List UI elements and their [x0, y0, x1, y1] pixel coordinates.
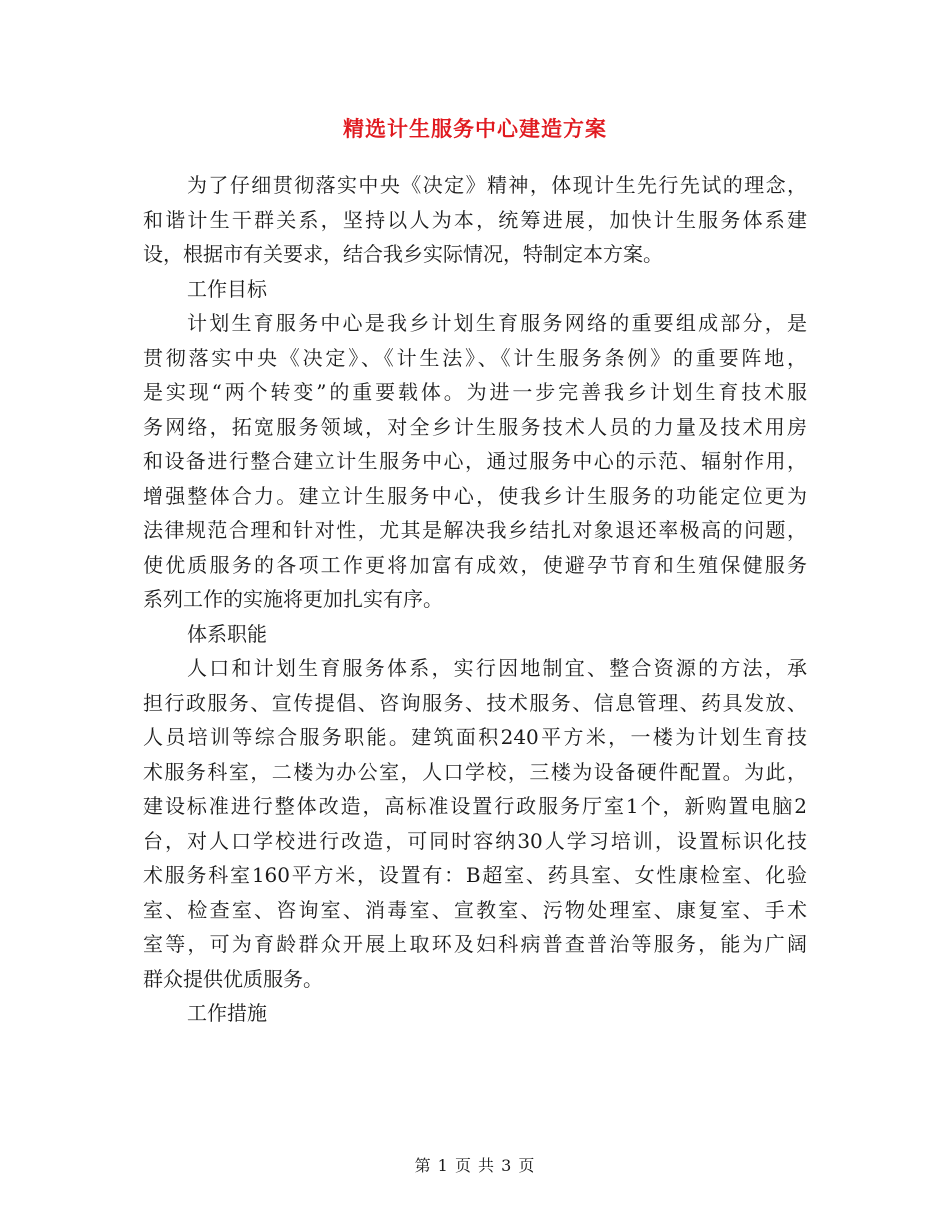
document-title: 精选计生服务中心建造方案 — [343, 116, 607, 141]
paragraph-3-line: 室等，可为育龄群众开展上取环及妇科病普查普治等服务，能为广阔 — [143, 932, 807, 956]
section-heading-system-function: 体系职能 — [187, 621, 267, 646]
paragraph-2-line: 增强整体合力。建立计生服务中心，使我乡计生服务的功能定位更为 — [143, 483, 807, 508]
paragraph-2-line: 务网络，拓宽服务领域，对全乡计生服务技术人员的力量及技术用房 — [143, 414, 807, 439]
paragraph-3-line: 台，对人口学校进行改造，可同时容纳30人学习培训，设置标识化技 — [143, 828, 807, 853]
paragraph-2-line: 贯彻落实中央《决定》、《计生法》、《计生服务条例》的重要阵地， — [143, 345, 807, 370]
paragraph-2-line: 计划生育服务中心是我乡计划生育服务网络的重要组成部分，是 — [187, 311, 807, 335]
paragraph-3-line: 室、检查室、咨询室、消毒室、宣教室、污物处理室、康复室、手术 — [143, 897, 807, 922]
paragraph-3-line: 术服务科室，二楼为办公室，人口学校，三楼为设备硬件配置。为此， — [143, 759, 807, 784]
paragraph-3-line: 担行政服务、宣传提倡、咨询服务、技术服务、信息管理、药具发放、 — [143, 690, 807, 715]
paragraph-1-line: 和谐计生干群关系，坚持以人为本，统筹进展，加快计生服务体系建 — [143, 207, 807, 232]
paragraph-3-line: 建设标准进行整体改造，高标准设置行政服务厅室1个，新购置电脑2 — [143, 794, 807, 818]
section-heading-work-measures: 工作措施 — [187, 1001, 267, 1025]
paragraph-1-line: 设，根据市有关要求，结合我乡实际情况，特制定本方案。 — [143, 242, 663, 266]
paragraph-2-line: 是实现“两个转变”的重要载体。为进一步完善我乡计划生育技术服 — [143, 380, 807, 404]
paragraph-3-line: 群众提供优质服务。 — [143, 966, 323, 991]
paragraph-2-line: 法律规范合理和针对性，尤其是解决我乡结扎对象退还率极高的问题， — [143, 518, 807, 542]
paragraph-3-line: 人员培训等综合服务职能。建筑面积240平方米，一楼为计划生育技 — [143, 725, 807, 749]
paragraph-2-line: 系列工作的实施将更加扎实有序。 — [143, 587, 443, 611]
paragraph-2-line: 和设备进行整合建立计生服务中心，通过服务中心的示范、辐射作用， — [143, 449, 807, 473]
paragraph-3-line: 术服务科室160平方米，设置有：B超室、药具室、女性康检室、化验 — [143, 863, 807, 887]
paragraph-2-line: 使优质服务的各项工作更将加富有成效，使避孕节育和生殖保健服务 — [143, 552, 807, 577]
page-number-footer: 第 1 页 共 3 页 — [414, 1156, 536, 1175]
paragraph-3-line: 人口和计划生育服务体系，实行因地制宜、整合资源的方法，承 — [187, 656, 807, 680]
document-body — [143, 168, 807, 1031]
paragraph-1-line: 为了仔细贯彻落实中央《决定》精神，体现计生先行先试的理念， — [187, 173, 807, 197]
section-heading-work-goal: 工作目标 — [187, 276, 267, 301]
